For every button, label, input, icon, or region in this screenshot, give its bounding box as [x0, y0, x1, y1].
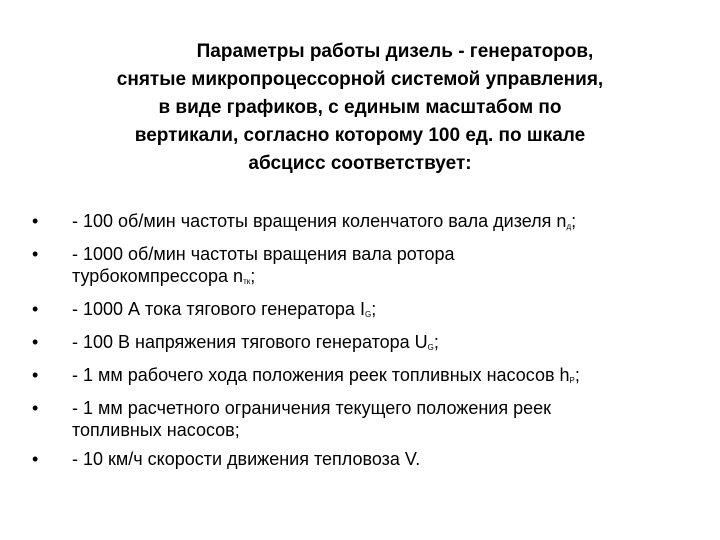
bullet-icon: •	[32, 332, 39, 352]
bullet-icon: •	[32, 211, 39, 231]
bullet-icon: •	[32, 365, 39, 385]
bullet-icon: •	[32, 244, 39, 264]
title-line-1: Параметры работы дизель - генераторов,	[196, 41, 594, 62]
item-text: - 1 мм расчетного ограничения текущего положения реек	[72, 398, 551, 418]
parameter-list	[32, 210, 702, 477]
list-item	[32, 331, 702, 357]
title-line-4: вертикали, согласно которому 100 ед. по шкале	[134, 125, 586, 146]
item-subscript: P	[569, 376, 575, 385]
bullet-icon: •	[32, 398, 39, 418]
item-subscript: д	[566, 222, 572, 231]
list-item	[32, 448, 702, 470]
item-suffix: ;	[574, 365, 580, 385]
item-subscript: тк	[243, 277, 251, 286]
title-line-5: абсцисс соответствует:	[248, 153, 472, 174]
item-subscript: G	[427, 343, 434, 352]
list-item	[32, 243, 702, 291]
bullet-icon: •	[32, 449, 39, 469]
list-item	[32, 210, 702, 236]
item-suffix: ;	[571, 211, 577, 231]
bullet-icon: •	[32, 299, 39, 319]
item-text: - 100 об/мин частоты вращения коленчатого вала дизеля n	[72, 211, 567, 231]
title-line-2: снятые микропроцессорной системой управления,	[116, 69, 604, 90]
item-suffix: ;	[371, 299, 377, 319]
item-text: - 100 В напряжения тягового генератора U	[72, 332, 428, 352]
item-continuation: топливных насосов;	[72, 420, 240, 440]
item-continuation: турбокомпрессора n	[72, 266, 244, 286]
list-item	[32, 397, 702, 441]
item-suffix: ;	[250, 266, 256, 286]
item-text: - 10 км/ч скорости движения тепловоза V.	[72, 449, 421, 469]
item-text: - 1 мм рабочего хода положения реек топливных насосов h	[72, 365, 570, 385]
title-line-3: в виде графиков, с единым масштабом по	[158, 97, 562, 118]
item-text: - 1000 А тока тягового генератора I	[72, 299, 365, 319]
list-item	[32, 364, 702, 390]
slide-title	[30, 38, 690, 178]
item-text: - 1000 об/мин частоты вращения вала ротора	[72, 244, 455, 264]
item-subscript: G	[364, 310, 372, 319]
item-suffix: ;	[433, 332, 439, 352]
list-item	[32, 298, 702, 324]
